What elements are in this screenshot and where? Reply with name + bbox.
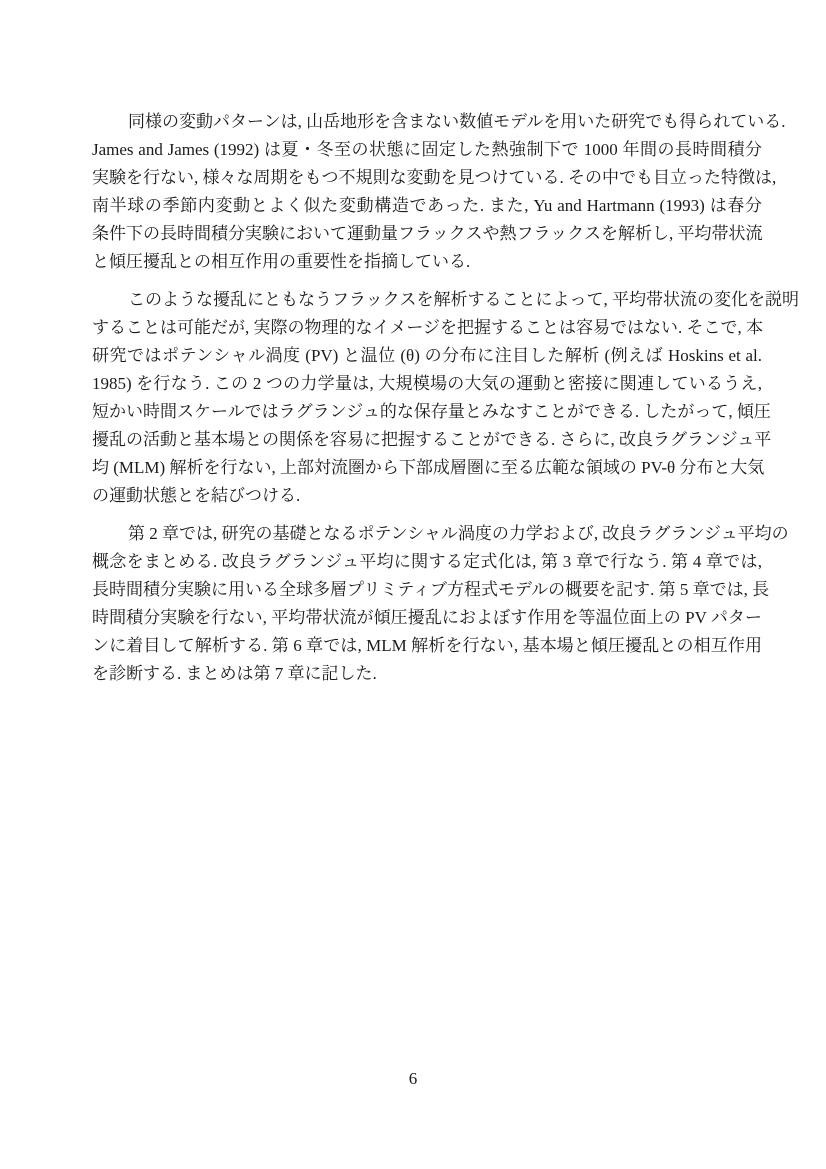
text-line: 条件下の長時間積分実験において運動量フラックスや熱フラックスを解析し, 平均帯状流 xyxy=(92,224,763,243)
paragraph-2 xyxy=(92,286,799,510)
text-line: 概念をまとめる. 改良ラグランジュ平均に関する定式化は, 第 3 章で行なう. 第 4 章では, xyxy=(92,552,762,571)
text-line: ンに着目して解析する. 第 6 章では, MLM 解析を行ない, 基本場と傾圧擾乱との相互作用 xyxy=(92,636,762,655)
text-line: このような擾乱にともなうフラックスを解析することによって, 平均帯状流の変化を説明 xyxy=(128,290,799,309)
text-line: James and James (1992) は夏・冬至の状態に固定した熱強制下で 1000 年間の長時間積分 xyxy=(92,140,762,159)
text-line: 第 2 章では, 研究の基礎となるポテンシャル渦度の力学および, 改良ラグランジュ平均の xyxy=(128,524,789,543)
text-line: 1985) を行なう. この 2 つの力学量は, 大規模場の大気の運動と密接に関連しているうえ, xyxy=(92,374,762,393)
text-line: 同様の変動パターンは, 山岳地形を含まない数値モデルを用いた研究でも得られている. xyxy=(128,112,786,131)
text-line: 長時間積分実験に用いる全球多層プリミティブ方程式モデルの概要を記す. 第 5 章では, 長 xyxy=(92,580,770,599)
text-line: 実験を行ない, 様々な周期をもつ不規則な変動を見つけている. その中でも目立った特徴は, xyxy=(92,168,777,187)
text-line: 時間積分実験を行ない, 平均帯状流が傾圧擾乱におよぼす作用を等温位面上の PV パター xyxy=(92,608,762,627)
page-body xyxy=(92,108,799,698)
text-line: 研究ではポテンシャル渦度 (PV) と温位 (θ) の分布に注目した解析 (例えば Hoskins et al. xyxy=(92,346,762,365)
text-line: の運動状態とを結びつける. xyxy=(92,486,301,505)
text-line: 均 (MLM) 解析を行ない, 上部対流圏から下部成層圏に至る広範な領域の PV-θ 分布と大気 xyxy=(92,458,765,477)
text-line: と傾圧擾乱との相互作用の重要性を指摘している. xyxy=(92,252,471,271)
page-number: 6 xyxy=(408,1069,418,1088)
text-line: 擾乱の活動と基本場との関係を容易に把握することができる. さらに, 改良ラグランジュ平 xyxy=(92,430,772,449)
paragraph-3 xyxy=(92,520,789,688)
text-line: することは可能だが, 実際の物理的なイメージを把握することは容易ではない. そこで, 本 xyxy=(92,318,763,337)
text-line: を診断する. まとめは第 7 章に記した. xyxy=(92,664,377,683)
paragraph-1 xyxy=(92,108,786,276)
text-line: 南半球の季節内変動とよく似た変動構造であった. また, Yu and Hartmann (1993) は春分 xyxy=(92,196,762,215)
text-line: 短かい時間スケールではラグランジュ的な保存量とみなすことができる. したがって, 傾圧 xyxy=(92,402,771,421)
